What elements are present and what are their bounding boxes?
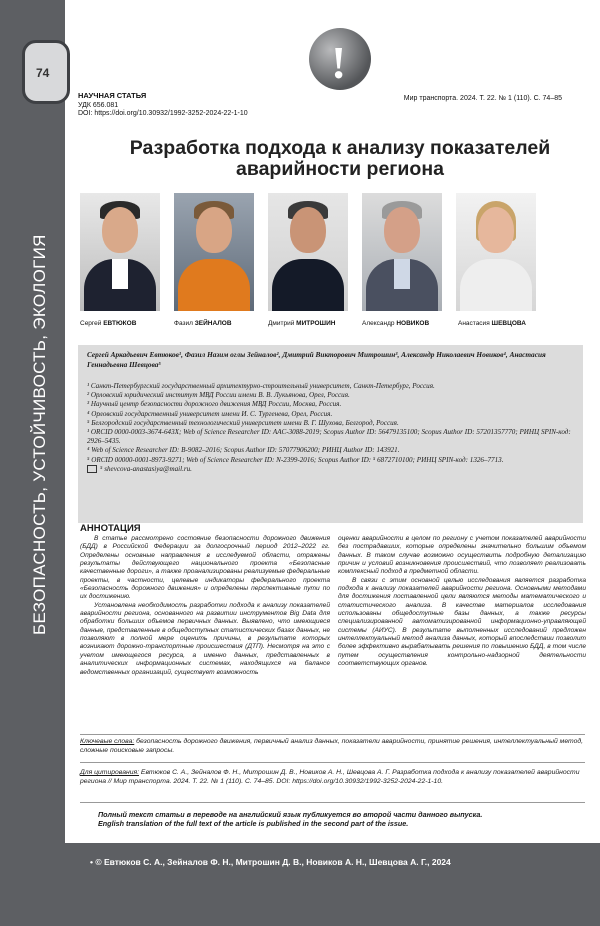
article-type: НАУЧНАЯ СТАТЬЯ xyxy=(78,91,147,100)
author-ids: ⁴ Web of Science Researcher ID: B-9082–2016; Scopus Author ID: 57077906200; РИНЦ Author ID: 143921. xyxy=(87,446,400,455)
copyright: • © Евтюков С. А., Зейналов Ф. Н., Митрошин Д. В., Новиков А. Н., Шевцова А. Г., 2024 xyxy=(90,857,451,867)
author-photo-4 xyxy=(362,193,442,311)
divider xyxy=(80,802,585,803)
keywords xyxy=(80,738,585,755)
citation xyxy=(80,769,585,786)
udc: УДК 656.081 xyxy=(78,101,119,109)
keywords-text: безопасность дорожного движения, первичный анализ данных, показатели аварийности, принятие решения, интеллектуальный метод, сложные поисковые запросы. xyxy=(80,738,584,754)
author-ids: ⁵ ORCID 00000-0001-8973-9271; Web of Science Researcher ID: N-2399-2016; Scopus Author ID: ⁵ 6872710100; РИНЦ SPIN-код: 1326–7713. xyxy=(87,455,504,464)
exclamation-mark: ! xyxy=(331,37,347,88)
divider xyxy=(80,734,585,735)
email-line xyxy=(87,465,582,474)
note-ru: Полный текст статьи в переводе на английский язык публикуется во второй части данного выпуска. xyxy=(98,810,483,819)
note-en: English translation of the full text of the article is published in the second part of the issue. xyxy=(98,819,409,829)
email[interactable]: ⁵ shevcova-anastasiya@mail.ru. xyxy=(100,464,192,473)
abstract-paragraph: В статье рассмотрено состояние безопасности дорожного движения (БДД) в Российской Федерации за долгосрочный период 2012–2022 гг. Определены основные направления в исследуемой области, отражены результаты действующего национального проекта «Безопасные качественные дороги», а также проанализированы реализуемые федеральные проекты, в частности, целевые индикаторы федерального проекта «Безопасность дорожного движения» и определены перспективные пути по их достижению. xyxy=(80,535,330,601)
affiliation: ¹ Санкт-Петербургский государственный архитектурно-строительный университет, Санкт-Петербург, Россия. xyxy=(87,382,435,390)
affiliation: ⁴ Орловский государственный университет имени И. С. Тургенева, Орел, Россия. xyxy=(87,409,333,418)
journal-ref: Мир транспорта. 2024. Т. 22. № 1 (110). С. 74–85 xyxy=(403,95,562,102)
affiliation: ³ Научный центр безопасности дорожного движения МВД России, Москва, Россия. xyxy=(87,400,342,409)
abstract-column-2 xyxy=(338,535,586,669)
abstract-paragraph: оценки аварийности в целом по региону с учетом показателей аварийности без пострадавших, которые определены значительно большим объемом данных. В таком случае возможно осуществить подробную детализацию причин и условий возникновения происшествий, что позволяет реализовать комплексный подход в предметной области. xyxy=(338,535,586,576)
section-title: БЕЗОПАСНОСТЬ, УСТОЙЧИВОСТЬ, ЭКОЛОГИЯ xyxy=(30,234,49,635)
abstract-column-1 xyxy=(80,535,330,677)
author-photo-2 xyxy=(174,193,254,311)
keywords-label: Ключевые слова: xyxy=(80,738,135,745)
abstract-heading: АННОТАЦИЯ xyxy=(80,523,141,534)
author-photo-3 xyxy=(268,193,348,311)
abstract-paragraph: В связи с этим основной целью исследования является разработка подхода к анализу показателей аварийности региона. Основными методами для достижения поставленной цели являются методы математического и статистического анализа. В качестве материалов исследования использованы общедоступные базы данных, а также ресурсы специализированной автоматизированной информационно-управляющей системы (АИУС). В результате выполненных исследований предложен интеллектуальный метод анализа данных, который впоследствии позволит более эффективно вырабатывать решения по повышению БДД, в том числе путем осуществления контрольно-надзорной деятельности соответствующих органов. xyxy=(338,576,586,668)
affiliation: ⁵ Белгородский государственный технологический университет имени В. Г. Шухова, Белгород, Россия. xyxy=(87,418,399,427)
translation-note xyxy=(98,810,578,828)
author-photo-1 xyxy=(80,193,160,311)
citation-label: Для цитирования: xyxy=(80,769,140,776)
citation-text: Евтюков С. А., Зейналов Ф. Н., Митрошин Д. В., Новиков А. Н., Шевцова А. Г. Разработка подхода к анализу показателей аварийности региона // Мир транспорта. 2024. Т. 22. № 1 (110). С. 74–85. DOI: https://doi.org/10.30932/1992-3252-2024-22-1-10. xyxy=(80,769,580,785)
author-caption-4: Александр НОВИКОВ xyxy=(362,320,430,327)
page-number: 74 xyxy=(36,66,50,80)
footer-bar xyxy=(65,843,600,926)
doi[interactable]: DOI: https://doi.org/10.30932/1992-3252-2024-22-1-10 xyxy=(78,110,248,117)
envelope-icon xyxy=(87,465,97,473)
affiliation: ² Орловский юридический институт МВД России имени В. В. Лукьянова, Орел, Россия. xyxy=(87,391,350,400)
author-caption-3: Дмитрий МИТРОШИН xyxy=(268,320,336,327)
affiliations xyxy=(87,382,582,474)
author-ids: ¹ ORCID 0000-0003-3674-643X; Web of Science Researcher ID: AAC-3088-2019; Scopus Author ID: 56479135100; Scopus Author ID: 57201357770; РИНЦ SPIN-код: 2926–5435. xyxy=(87,428,571,446)
article-meta xyxy=(78,92,248,119)
divider xyxy=(80,762,585,763)
article-title: Разработка подхода к анализу показателей аварийности региона xyxy=(129,137,551,180)
author-caption-5: Анастасия ШЕВЦОВА xyxy=(458,320,526,327)
author-caption-1: Сергей ЕВТЮКОВ xyxy=(80,320,137,327)
author-caption-2: Фазил ЗЕЙНАЛОВ xyxy=(174,320,232,327)
abstract-paragraph: Установлена необходимость разработки подхода к анализу показателей аварийности региона, основанного на развитии инструментов Big Data для обработки больших объемов первичных данных. Выявлено, что имеющиеся данные, представленные в общедоступных статистических базах данных, не позволяют в полной мере оценить причины, в результате которых возникают дорожно-транспортные происшествия (ДТП). Несмотря на это с учетом имеющегося ресурса, а именно данных, представленных в аналитических информационных системах, находящихся на балансе ведомственных организаций, существует возможность xyxy=(80,601,330,676)
author-photo-5 xyxy=(456,193,536,311)
authors-full: Сергей Аркадьевич Евтюков¹, Фазил Назим оглы Зейналов², Дмитрий Викторович Митрошин³, Александр Николаевич Новиков⁴, Анастасия Геннадьевна Шевцова⁵ xyxy=(87,350,546,369)
